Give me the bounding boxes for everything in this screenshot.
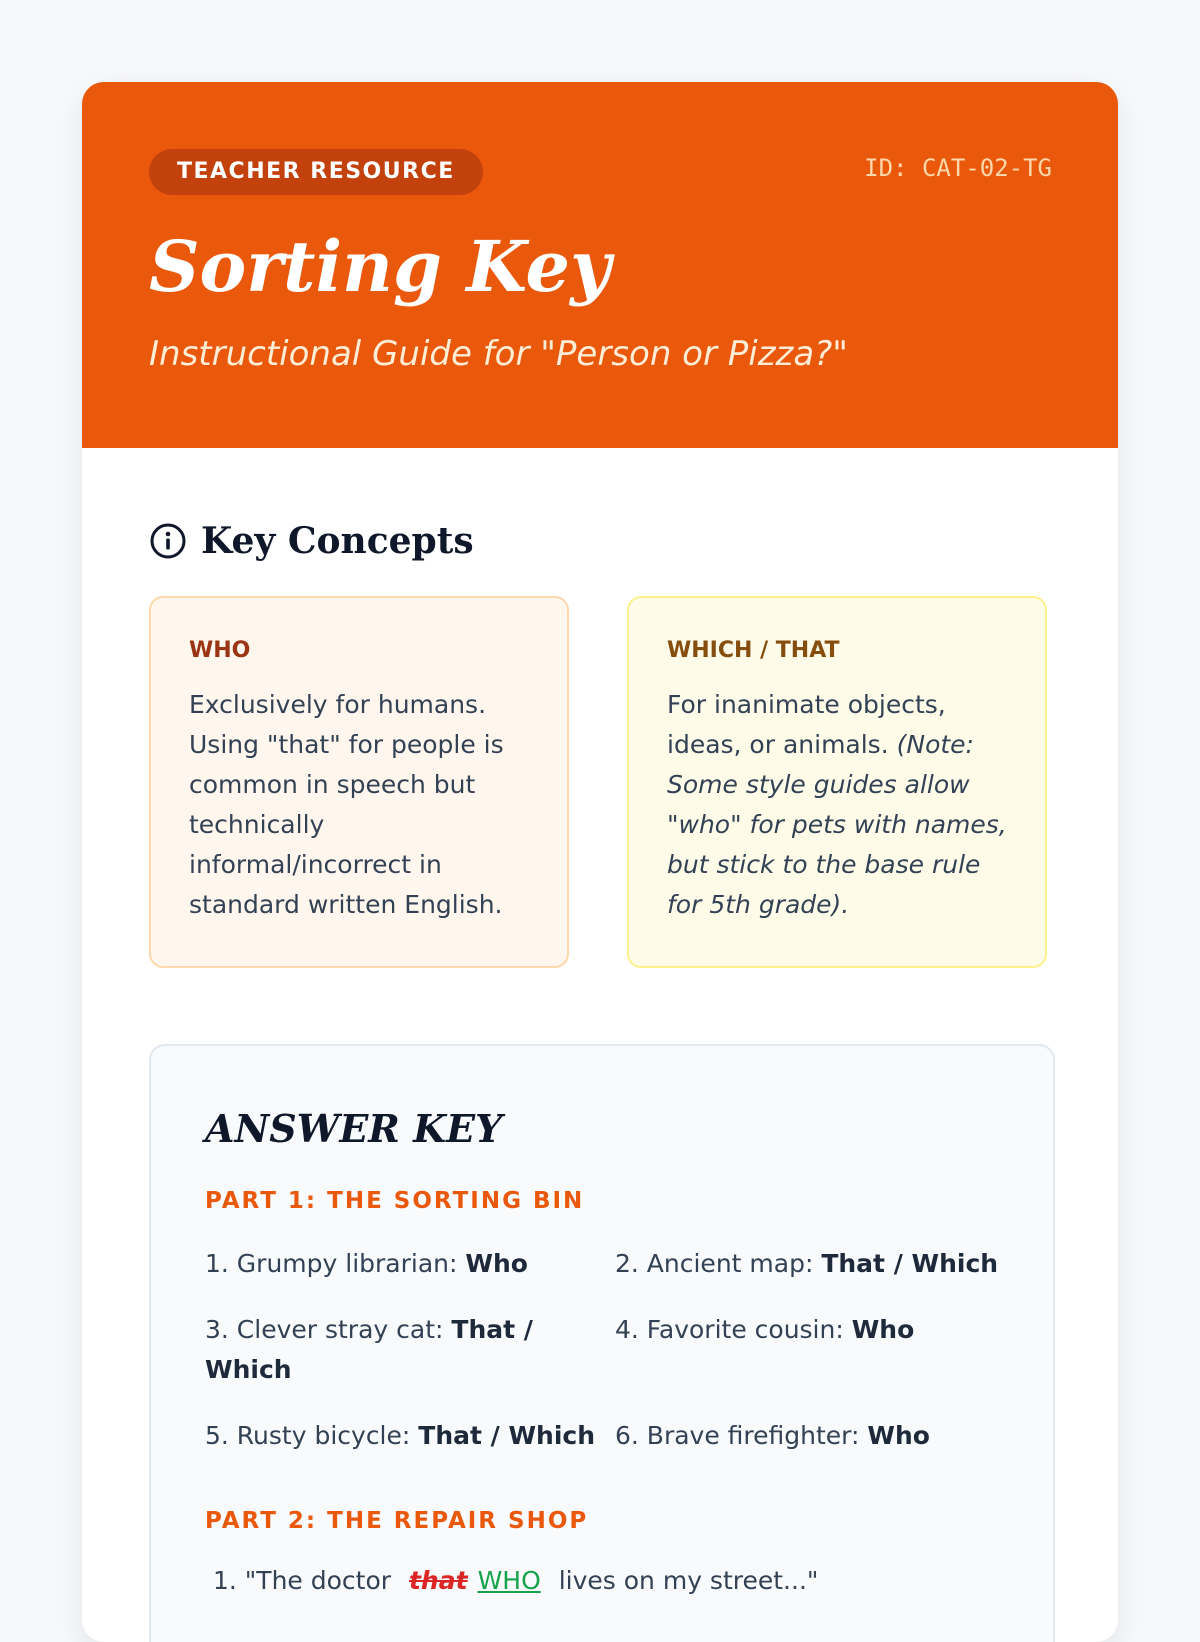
repair-item-after: lives on my street..." xyxy=(550,1566,819,1595)
list-item: 2. Ancient map: That / Which xyxy=(615,1249,999,1278)
key-concepts-heading xyxy=(149,520,474,562)
page-subtitle: Instructional Guide for "Person or Pizza?" xyxy=(149,334,848,374)
document-id: ID: CAT-02-TG xyxy=(864,154,1052,182)
which-that-note: (Note: Some style guides allow "who" for pets with names, but stick to the base rule for 5th grade). xyxy=(667,730,1007,919)
which-that-description xyxy=(667,685,1007,925)
which-that-label: WHICH / THAT xyxy=(667,638,840,663)
list-item: 5. Rusty bicycle: That / Which xyxy=(205,1421,596,1450)
teacher-guide-card xyxy=(82,82,1118,1642)
part2-title: PART 2: THE REPAIR SHOP xyxy=(205,1508,589,1534)
corrected-word: WHO xyxy=(477,1566,541,1595)
list-item: 3. Clever stray cat: That / Which xyxy=(205,1315,533,1384)
list-item: 4. Favorite cousin: Who xyxy=(615,1315,915,1344)
list-item: 6. Brave firefighter: Who xyxy=(615,1421,930,1450)
repair-item-before: 1. "The doctor xyxy=(213,1566,399,1595)
repair-item xyxy=(213,1566,818,1595)
page-title: Sorting Key xyxy=(149,225,611,308)
answer-key-panel xyxy=(149,1044,1055,1642)
who-concept-card xyxy=(149,596,569,968)
who-label: WHO xyxy=(189,638,251,663)
who-description: Exclusively for humans. Using "that" for people is common in speech but technically informal/incorrect in standard written English. xyxy=(189,690,504,919)
header-banner xyxy=(82,82,1118,448)
list-item: 1. Grumpy librarian: Who xyxy=(205,1249,528,1278)
incorrect-word: that xyxy=(408,1566,468,1595)
section-title: Key Concepts xyxy=(201,520,474,562)
answer-key-title: ANSWER KEY xyxy=(205,1106,503,1151)
which-that-concept-card xyxy=(627,596,1047,968)
info-icon xyxy=(149,522,187,560)
which-that-text: For inanimate objects, ideas, or animals. xyxy=(667,690,946,759)
resource-badge: TEACHER RESOURCE xyxy=(149,149,483,195)
sorting-bin-answers xyxy=(205,1244,1005,1456)
part1-title: PART 1: THE SORTING BIN xyxy=(205,1188,585,1214)
